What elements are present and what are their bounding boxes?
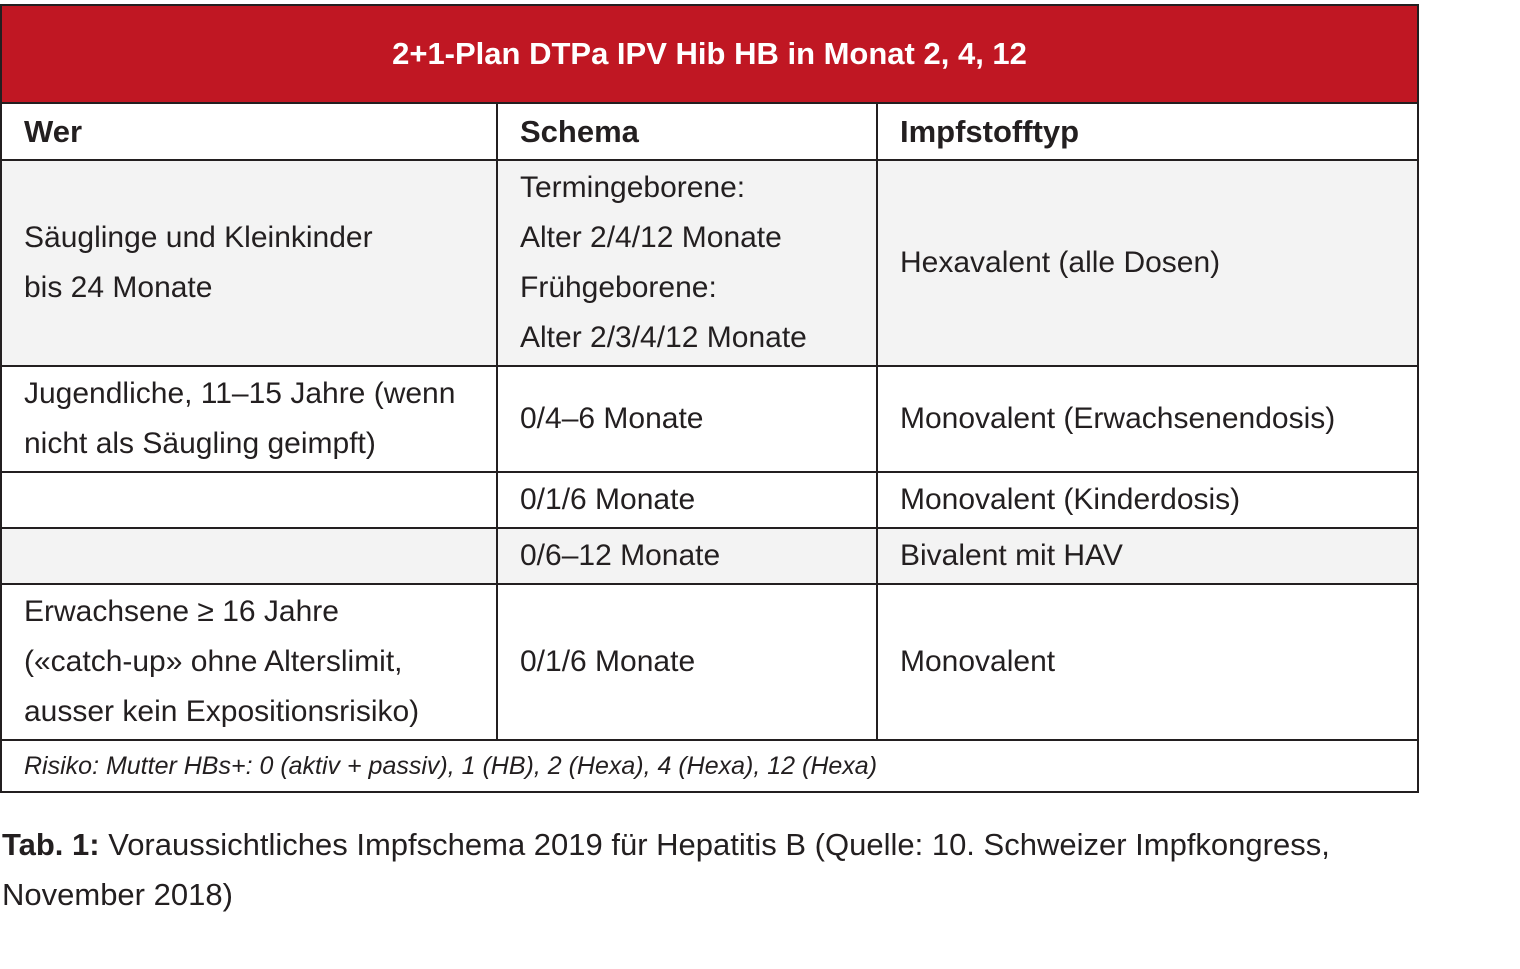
cell-text: bis 24 Monate	[24, 271, 213, 304]
cell-impfstofftyp: Bivalent mit HAV	[877, 528, 1418, 584]
cell-impfstofftyp: Hexavalent (alle Dosen)	[877, 160, 1418, 366]
cell-text: Alter 2/4/12 Monate	[520, 221, 782, 254]
cell-wer	[1, 160, 497, 366]
table-title: 2+1-Plan DTPa IPV Hib HB in Monat 2, 4, 12	[1, 5, 1418, 103]
cell-schema: 0/1/6 Monate	[497, 584, 877, 740]
table-footnote: Risiko: Mutter HBs+: 0 (aktiv + passiv), 1 (HB), 2 (Hexa), 4 (Hexa), 12 (Hexa)	[1, 740, 1418, 792]
cell-wer-empty	[1, 528, 497, 584]
cell-text: nicht als Säugling geimpft)	[24, 427, 376, 460]
cell-schema: 0/4–6 Monate	[497, 366, 877, 472]
column-header-schema: Schema	[497, 103, 877, 160]
cell-text: ausser kein Expositionsrisiko)	[24, 695, 420, 728]
cell-text: Termingeborene:	[520, 171, 746, 204]
vaccination-schedule-table	[0, 4, 1419, 793]
cell-wer-empty	[1, 472, 497, 528]
cell-impfstofftyp: Monovalent	[877, 584, 1418, 740]
cell-wer	[1, 366, 497, 472]
footnote-row	[1, 740, 1418, 792]
table-row	[1, 160, 1418, 366]
column-header-impfstofftyp: Impfstofftyp	[877, 103, 1418, 160]
caption-text-continued: November 2018)	[2, 877, 233, 912]
table-row	[1, 584, 1418, 740]
table-caption	[2, 820, 1402, 920]
cell-text: Säuglinge und Kleinkinder	[24, 221, 373, 254]
cell-text: («catch-up» ohne Alterslimit,	[24, 645, 403, 678]
vaccination-table-container	[0, 4, 1417, 793]
header-row	[1, 103, 1418, 160]
cell-impfstofftyp: Monovalent (Erwachsenendosis)	[877, 366, 1418, 472]
cell-impfstofftyp: Monovalent (Kinderdosis)	[877, 472, 1418, 528]
cell-text: Erwachsene ≥ 16 Jahre	[24, 595, 339, 628]
caption-text: Voraussichtliches Impfschema 2019 für Hepatitis B (Quelle: 10. Schweizer Impfkongress,	[99, 827, 1330, 862]
table-row	[1, 528, 1418, 584]
table-row	[1, 472, 1418, 528]
cell-text: Jugendliche, 11–15 Jahre (wenn	[24, 377, 456, 410]
cell-schema: 0/6–12 Monate	[497, 528, 877, 584]
cell-text: Alter 2/3/4/12 Monate	[520, 321, 807, 354]
column-header-wer: Wer	[1, 103, 497, 160]
caption-label: Tab. 1:	[2, 827, 100, 862]
cell-wer	[1, 584, 497, 740]
cell-schema	[497, 160, 877, 366]
table-row	[1, 366, 1418, 472]
cell-schema: 0/1/6 Monate	[497, 472, 877, 528]
cell-text: Frühgeborene:	[520, 271, 717, 304]
